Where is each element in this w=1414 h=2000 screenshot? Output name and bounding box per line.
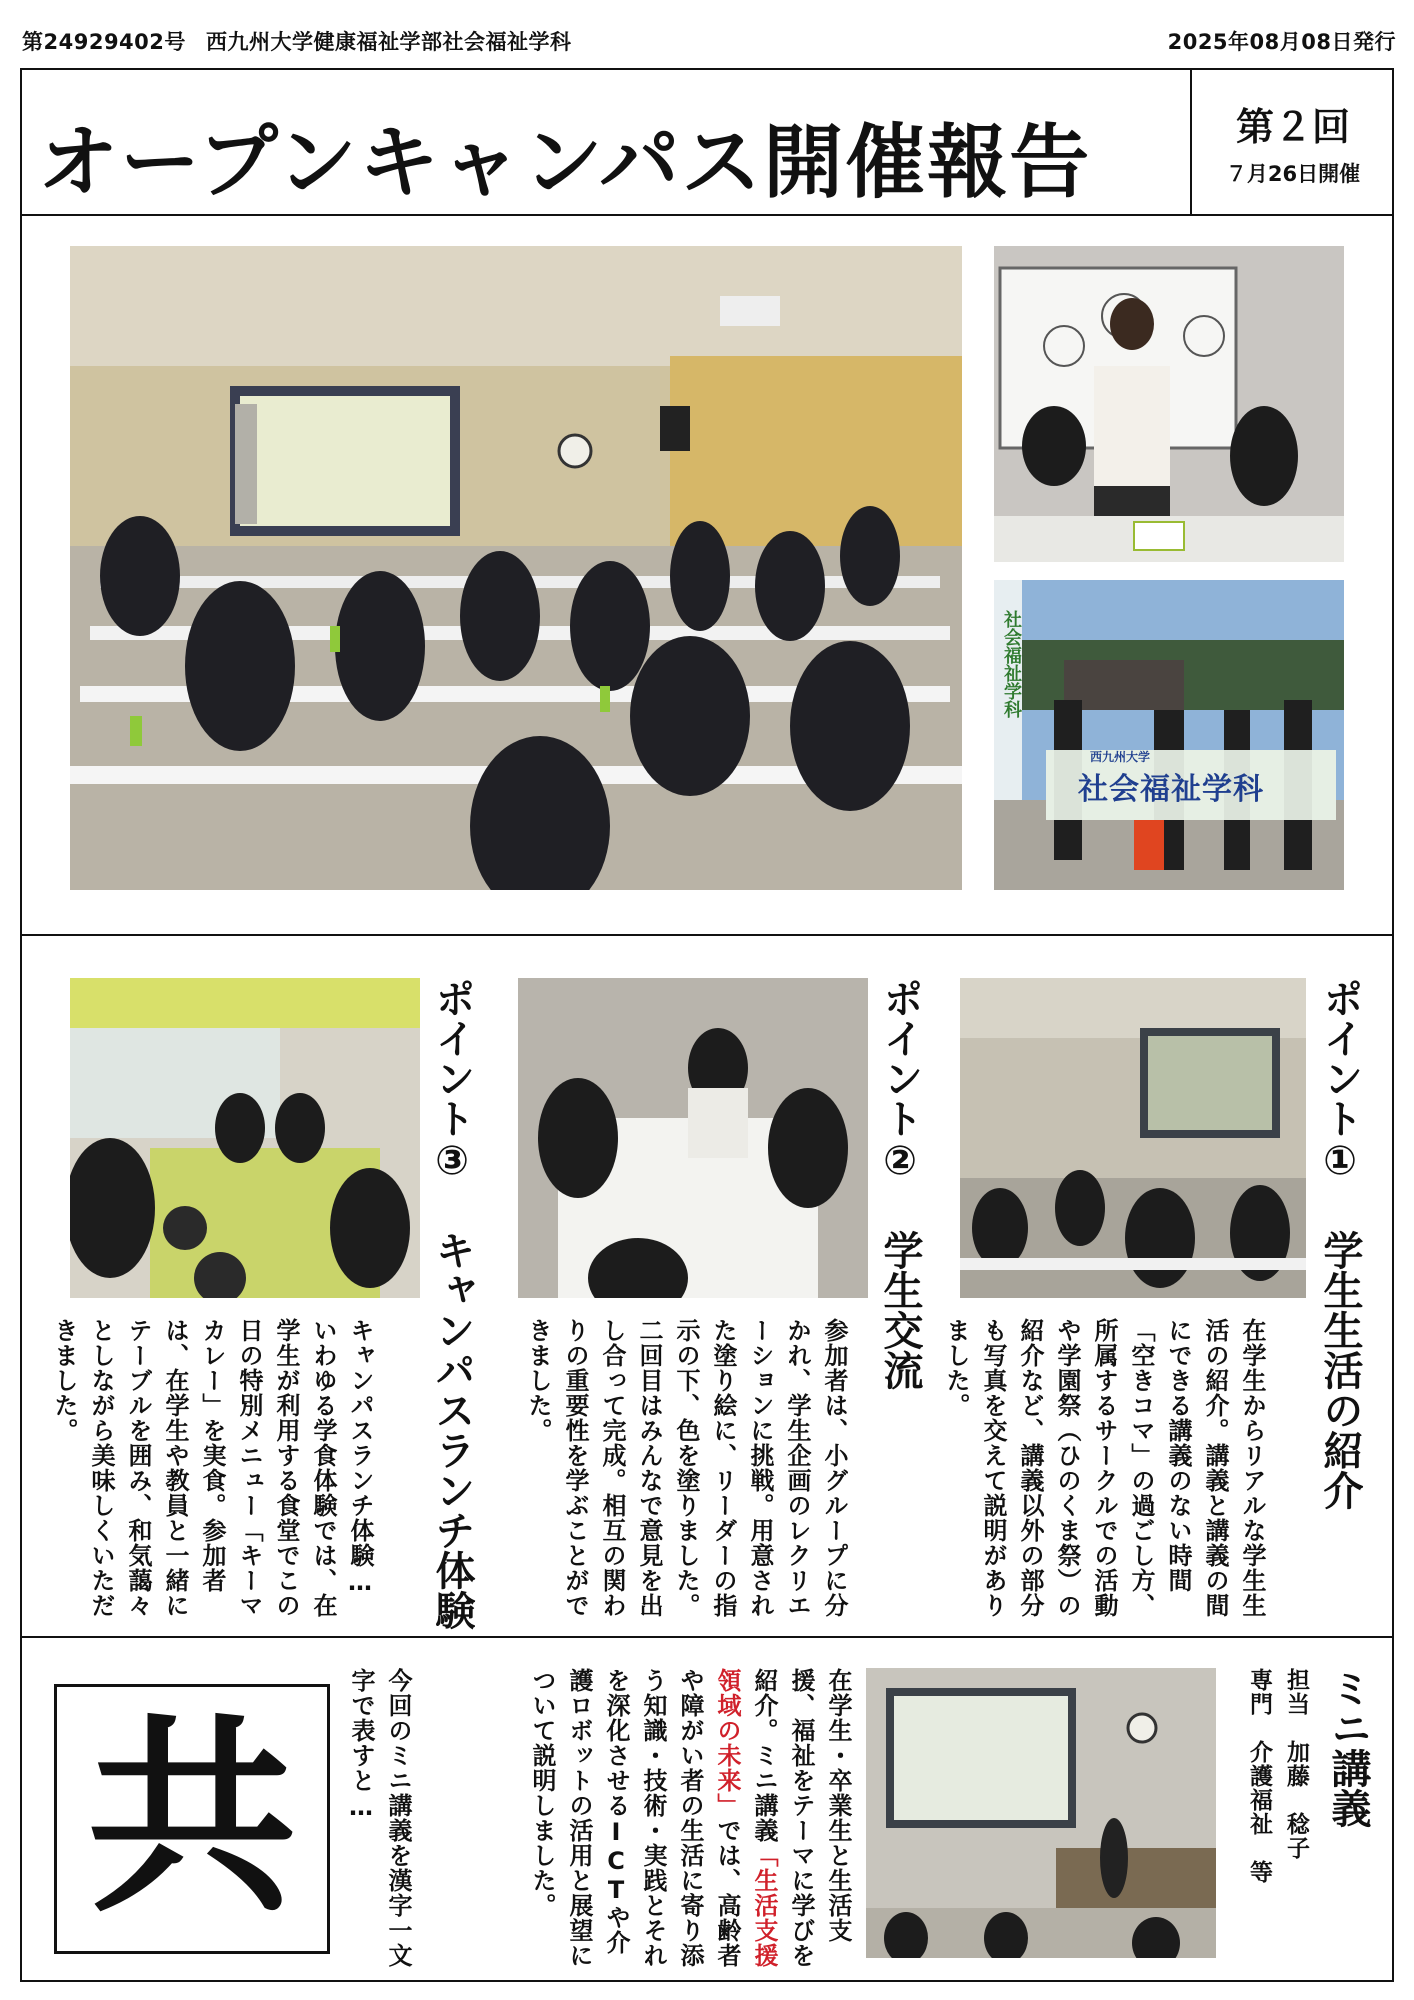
teacher-line2: 専門 介護福祉 等 — [1246, 1668, 1272, 1884]
point2-body: 参加者は、小グループに分かれ、学生企画のレクリエーションに挑戦。用意された塗り絵に、リーダーの指示の下、色を塗りました。二回目はみんなで意見を出し合って完成。相互の関わりの重要性を学ぶことができました。 — [524, 1318, 848, 1618]
point3-heading: ポイント③ キャンパスランチ体験 — [429, 978, 475, 1630]
banner-small-text: 西九州大学 — [1090, 750, 1151, 764]
mini-lecture-teacher — [1238, 1668, 1314, 1958]
flag-text: 社会福祉学科 — [1001, 610, 1022, 718]
point2-photo — [518, 978, 868, 1298]
lecture-hall-photo — [70, 246, 962, 890]
point1-body: 在学生からリアルな学生生活の紹介。講義と講義の間にできる講義のない時間「空きコマ」の過ごし方、所属するサークルでの活動や学園祭（ひのくま祭）の紹介など、講義以外の部分も写真を交えて説明がありました。 — [942, 1318, 1266, 1618]
mini-lecture-body — [454, 1668, 856, 1968]
edition-number: 第２回 — [1235, 105, 1350, 149]
student-presenter-photo — [994, 246, 1344, 562]
issue-number: 第24929402号 — [22, 30, 186, 54]
mini-lecture-body-b: では、高齢者や障がい者の生活に寄り添う知識・技術・実践とそれを深化させるICTや介護ロボットの活用と展望について説明しました。 — [528, 1668, 741, 1968]
divider-points — [20, 1636, 1394, 1638]
point1-heading: ポイント① 学生生活の紹介 — [1317, 978, 1363, 1510]
mini-lecture-highlight: 「生活支援領域の未来」 — [713, 1668, 778, 1968]
mini-lecture-photo — [866, 1668, 1216, 1958]
point3-photo — [70, 978, 420, 1298]
kanji-intro: 今回のミニ講義を漢字一文字で表すと… — [347, 1668, 412, 1968]
edition-date: ７月26日開催 — [1225, 162, 1361, 186]
department-name: 西九州大学健康福祉学部社会福祉学科 — [206, 30, 572, 54]
mini-lecture-heading: ミニ講義 — [1325, 1668, 1371, 1828]
mini-lecture-body-a: 在学生・卒業生と生活支援、福祉をテーマに学びを紹介。ミニ講義 — [750, 1668, 852, 1968]
teacher-line1: 担当 加藤 稔子 — [1283, 1668, 1309, 1860]
point1-photo — [960, 978, 1306, 1298]
point3-body: キャンパスランチ体験…いわゆる学食体験では、在学生が利用する食堂でこの日の特別メニュー「キーマカレー」を実食。参加者は、在学生や教員と一緒にテーブルを囲み、和気藹々としながら美味しくいただきました。 — [50, 1318, 374, 1618]
banner-group-photo — [994, 580, 1344, 890]
issue-date: 2025年08月08日発行 — [1167, 30, 1396, 54]
page-title: オープンキャンパス開催報告 — [38, 116, 1092, 209]
point2-heading: ポイント② 学生交流 — [877, 978, 923, 1390]
banner-text: 社会福祉学科 — [1078, 772, 1264, 807]
divider-title — [20, 214, 1394, 216]
divider-edition — [1190, 68, 1192, 214]
kanji-character: 共 — [86, 1696, 297, 1941]
kanji-box — [54, 1684, 330, 1954]
divider-photos — [20, 934, 1394, 936]
